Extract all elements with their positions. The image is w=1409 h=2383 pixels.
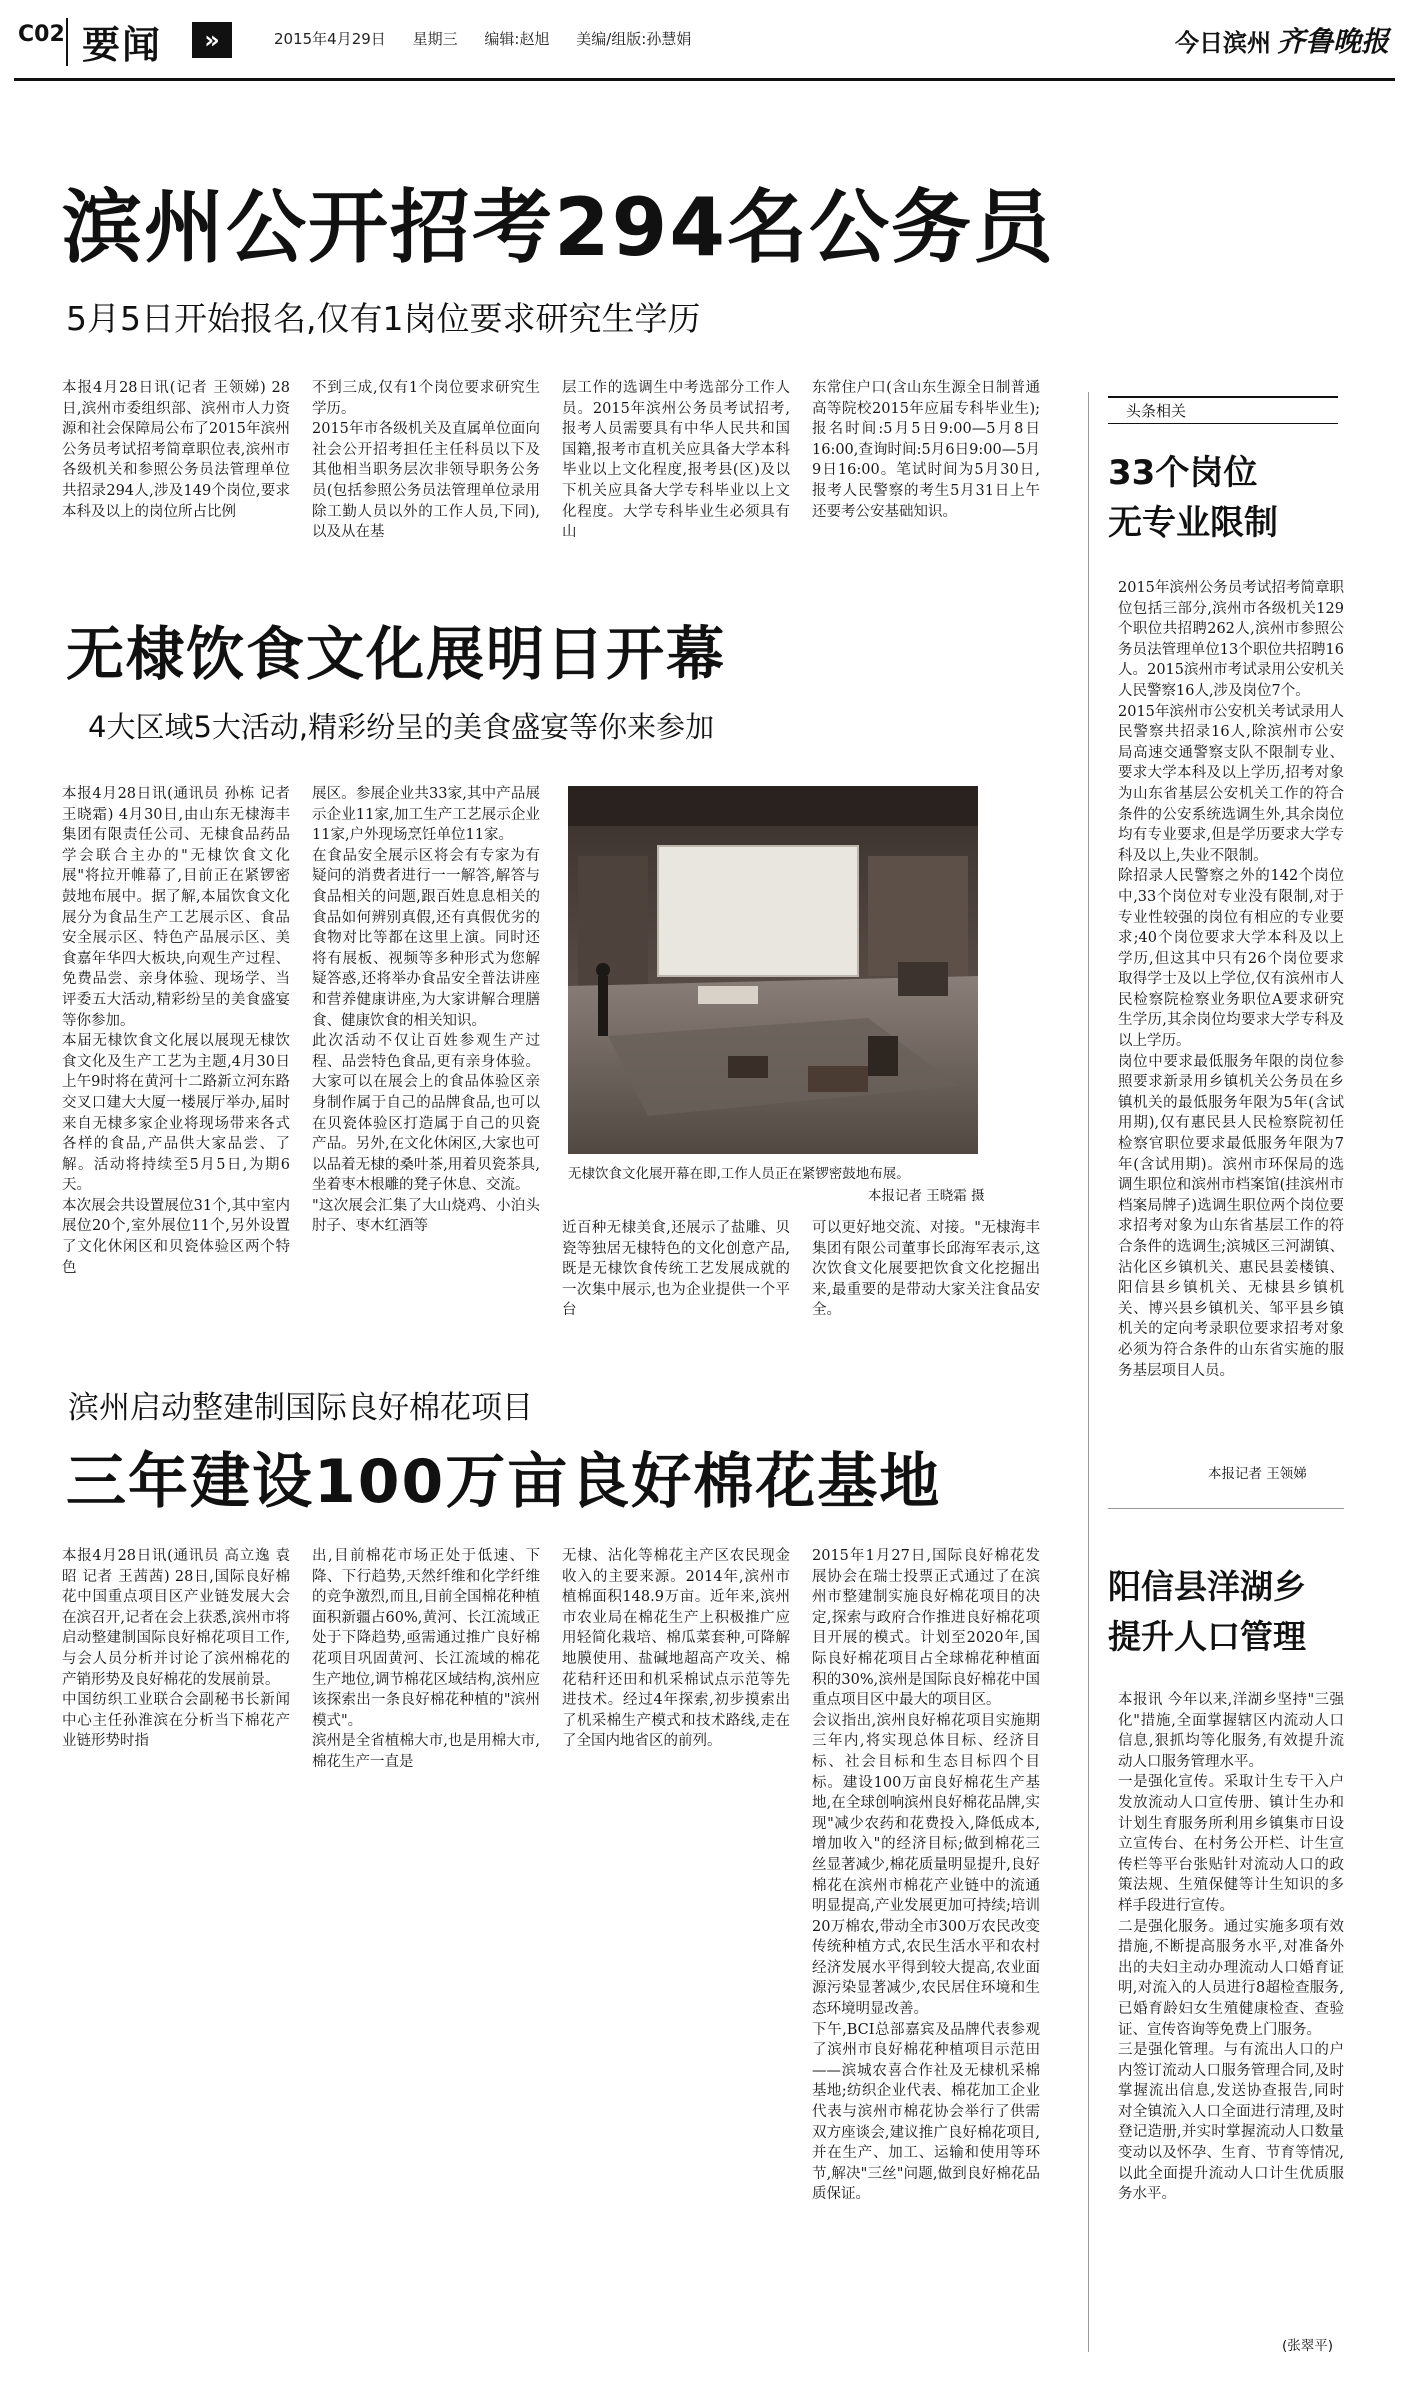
- story2-column-4: 可以更好地交流、对接。"无棣海丰集团有限公司董事长邱海军表示,这次饮食文化展要把饮食文化挖掘出来,最重要的是带动大家关注食品安全。: [812, 1220, 1040, 1319]
- story2-column-3: 近百种无棣美食,还展示了盐雕、贝瓷等独居无棣特色的文化创意产品,既是无棣饮食传统工艺发展成就的一次集中展示,也为企业提供一个平台: [562, 1220, 790, 1319]
- story1-column-1: 本报4月28日讯(记者 王领娣) 28日,滨州市委组织部、滨州市人力资源和社会保障局公布了2015年滨州公务员考试招考简章职位表,滨州市各级机关和参照公务员法管理单位共招录294人,涉及149个岗位,要求本科及以上的岗位所占比例: [62, 380, 290, 520]
- story3-column-2: 出,目前棉花市场正处于低速、下降、下行趋势,天然纤维和化学纤维的竞争激烈,而且,目前全国棉花种植面积新疆占60%,黄河、长江流域正处于下降趋势,亟需通过推广良好棉花项目巩固黄河、长江流域的棉花生产地位,调节棉花区域结构,滨州应该探索出一条良好棉花种植的"滨州模式"。 滨州是全省植棉大市,也是用棉大市,棉花生产一直是: [312, 1548, 540, 1770]
- page-number: C02: [18, 22, 65, 47]
- issue-weekday: 星期三: [412, 30, 458, 48]
- issue-date: 2015年4月29日: [274, 30, 386, 48]
- photo-caption: 无棣饮食文化展开幕在即,工作人员正在紧锣密鼓地布展。: [568, 1166, 910, 1182]
- story1-subhead: 5月5日开始报名,仅有1岗位要求研究生学历: [66, 299, 701, 338]
- header-meta: [274, 28, 713, 49]
- exhibition-hall-image: [568, 786, 978, 1154]
- editor-credit: 编辑:赵旭: [484, 30, 550, 48]
- sidebar-separator: [1088, 392, 1089, 2352]
- sidebar-divider: [1108, 1508, 1344, 1509]
- designer-credit: 美编/组版:孙慧娟: [576, 30, 692, 48]
- story2-column-1: 本报4月28日讯(通讯员 孙栋 记者 王晓霜) 4月30日,由山东无棣海丰集团有限责任公司、无棣食品药品学会联合主办的"无棣饮食文化展"将拉开帷幕了,目前正在紧锣密鼓地布展中。据了解,本届饮食文化展分为食品生产工艺展示区、食品安全展示区、特色产品展示区、美食嘉年华四大板块,向观生产过程、免费品尝、亲身体验、现场学、当评委五大活动,精彩纷呈的美食盛宴等你参加。 本届无棣饮食文化展以展现无棣饮食文化及生产工艺为主题,4月30日上午9时将在黄河十二路新立河东路交叉口建大大厦一楼展厅举办,届时来自无棣多家企业将现场带来各式各样的食品,产品供大家品尝、了解。活动将持续至5月5日,为期6天。 本次展会共设置展位31个,其中室内展位20个,室外展位11个,另外设置了文化休闲区和贝瓷体验区两个特色: [62, 786, 290, 1276]
- photo-credit: 本报记者 王晓霜 摄: [868, 1188, 985, 1204]
- sidebar-body: 2015年滨州公务员考试招考简章职位包括三部分,滨州市各级机关129个职位共招聘262人,滨州市参照公务员法管理单位13个职位共招聘16人。2015滨州市考试录用公安机关人民警察16人,涉及岗位7个。 2015年滨州市公安机关考试录用人民警察共招录16人,除滨州市公安局高速交通警察支队不限制专业、要求大学本科及以上学历,招考对象为山东省基层公安机关工作的符合条件的公安系统选调生外,其余岗位均有专业要求,但是学历要求大学专科及以上,失业不限制。 除招录人民警察之外的142个岗位中,33个岗位对专业没有限制,对于专业性较强的岗位有相应的专业要求;40个岗位要求大学本科及以上学历,但这其中只有26个岗位要求取得学士及以上学位,仅有滨州市人民检察院检察业务职位A要求研究生学历,其余岗位均要求大学专科及以上学历。 岗位中要求最低服务年限的岗位参照要求新录用乡镇机关公务员在乡镇机关的最低服务年限为5年(含试用期),仅有惠民县人民检察院初任检察官职位要求最低服务年限为7年(含试用期)。滨州市环保局的选调生职位和滨州市档案馆(挂滨州市档案局牌子)选调生职位两个岗位要求招考对象为山东省基层工作的符合条件的选调生;滨城区三河湖镇、沾化区乡镇机关、惠民县姜楼镇、阳信县乡镇机关、无棣县乡镇机关、博兴县乡镇机关、邹平县乡镇机关的定向考录职位要求招考对象必须为符合条件的山东省实施的服务基层项目人员。: [1118, 580, 1344, 1379]
- section-title: 要闻: [82, 22, 163, 67]
- brand-prefix: 今日滨州: [1174, 29, 1271, 57]
- story2-column-2: 展区。参展企业共33家,其中产品展示企业11家,加工生产工艺展示企业11家,户外现场烹饪单位11家。 在食品安全展示区将会有专家为有疑问的消费者进行一一解答,解答与食品相关的问题,跟百姓息息相关的食品如何辨别真假,还有真假优劣的食物对比等都在这里上演。同时还将有展板、视频等多种形式为您解疑答惑,还将举办食品安全普法讲座和营养健康讲座,为大家讲解合理膳食、健康饮食的相关知识。 此次活动不仅让百姓参观生产过程、品尝特色食品,更有亲身体验。大家可以在展会上的食品体验区亲身制作属于自己的品牌食品,也可以在贝瓷体验区打造属于自己的贝瓷产品。另外,在文化休闲区,大家也可以品着无棣的桑叶茶,用着贝瓷茶具,坐着枣木根雕的凳子休息、交流。 "这次展会汇集了大山烧鸡、小泊头肘子、枣木红酒等: [312, 786, 540, 1235]
- exhibition-photo: [568, 786, 978, 1154]
- story4-headline-line1: 阳信县洋湖乡: [1108, 1567, 1306, 1606]
- story4-body: 本报讯 今年以来,洋湖乡坚持"三强化"措施,全面掌握辖区内流动人口信息,狠抓均等化服务,有效提升流动人口服务管理水平。 一是强化宣传。采取计生专干入户发放流动人口宣传册、镇计生办和计划生育服务所利用乡镇集市日设立宣传台、在村务公开栏、计生宣传栏等平台张贴针对流动人口的政策法规、生殖保健等计生知识的多样手段进行宣传。 二是强化服务。通过实施多项有效措施,不断提高服务水平,对准备外出的夫妇主动办理流动人口婚育证明,对流入的人员进行8超检查服务,已婚育龄妇女生殖健康检查、查验证、宣传咨询等免费上门服务。 三是强化管理。与有流出人口的户内签订流动人口服务管理合同,及时掌握流出信息,发送协查报告,同时对全镇流入人口全面进行清理,及时登记造册,并实时掌握流动人口数量变动以及怀孕、生育、节育等情况,以此全面提升流动人口计生优质服务水平。: [1118, 1692, 1344, 2203]
- section-arrow-icon: »: [192, 22, 232, 58]
- story4-credit: (张翠平): [1282, 2338, 1334, 2354]
- sidebar-credit: 本报记者 王领娣: [1208, 1466, 1307, 1482]
- story3-column-1: 本报4月28日讯(通讯员 高立逸 袁昭 记者 王茜茜) 28日,国际良好棉花中国重点项目区产业链发展大会在滨召开,记者在会上获悉,滨州市将启动整建制国际良好棉花项目工作,与会人员分析并讨论了滨州棉花的产销形势及良好棉花的发展前景。 中国纺织工业联合会副秘书长新闻中心主任孙淮滨在分析当下棉花产业链形势时指: [62, 1548, 290, 1750]
- story3-kicker: 滨州启动整建制国际良好棉花项目: [68, 1390, 533, 1426]
- brand-name: 齐鲁晚报: [1276, 25, 1389, 58]
- header-divider: [66, 18, 68, 66]
- story3-column-3: 无棣、沾化等棉花主产区农民现金收入的主要来源。2014年,滨州市植棉面积148.9万亩。近年来,滨州市农业局在棉花生产上积极推广应用轻简化栽培、棉瓜菜套种,可降解地膜使用、盐碱地超高产攻关、棉花秸秆还田和机采棉试点示范等先进技术。经过4年探索,初步摸索出了机采棉生产模式和技术路线,走在了全国内地省区的前列。: [562, 1548, 790, 1750]
- story1-column-2: 不到三成,仅有1个岗位要求研究生学历。 2015年市各级机关及直属单位面向社会公开招考担任主任科员以下及其他相当职务层次非领导职务公务员(包括参照公务员法管理单位录用除工勤人员以外的工作人员,下同),以及从在基: [312, 380, 540, 541]
- story3-headline: 三年建设100万亩良好棉花基地: [66, 1447, 942, 1517]
- story1-headline: 滨州公开招考294名公务员: [62, 181, 1055, 274]
- sidebar-tag: 头条相关: [1108, 396, 1338, 424]
- story4-headline-line2: 提升人口管理: [1108, 1617, 1306, 1656]
- story1-column-3: 层工作的选调生中考选部分工作人员。2015年滨州公务员考试招考,报考人员需要具有中华人民共和国国籍,报考市直机关应具备大学本科毕业以上文化程度,报考县(区)及以下机关应具备大学专科毕业以上文化程度。大学专科毕业生必须具有山: [562, 380, 790, 541]
- sidebar-headline-line2: 无专业限制: [1108, 503, 1278, 543]
- story2-headline: 无棣饮食文化展明日开幕: [66, 620, 727, 688]
- story3-column-4: 2015年1月27日,国际良好棉花发展协会在瑞士投票正式通过了在滨州市整建制实施良好棉花项目的决定,探索与政府合作推进良好棉花项目开展的模式。计划至2020年,国际良好棉花项目占全球棉花种植面积的30%,滨州是国际良好棉花中国重点项目区中最大的项目区。 会议指出,滨州良好棉花项目实施期三年内,将实现总体目标、经济目标、社会目标和生态目标四个目标。建设100万亩良好棉花生产基地,在全球创响滨州良好棉花品牌,实现"减少农药和花费投入,降低成本,增加收入"的经济目标;做到棉花三丝显著减少,棉花质量明显提升,良好棉花在滨州市棉花产业链中的流通明显提高,产业发展更加可持续;培训20万棉农,带动全市300万农民改变传统种植方式,农民生活水平和农村经济发展水平得到较大提高,农业面源污染显著减少,农民居住环境和生态环境明显改善。 下午,BCI总部嘉宾及品牌代表参观了滨州市良好棉花种植项目示范田——滨城农喜合作社及无棣机采棉基地;纺织企业代表、棉花加工企业代表与滨州市棉花协会举行了供需双方座谈会,建议推广良好棉花项目,并在生产、加工、运输和使用等环节,解决"三丝"问题,做到良好棉花品质保证。: [812, 1548, 1040, 2203]
- story1-column-4: 东常住户口(含山东生源全日制普通高等院校2015年应届专科毕业生);报名时间:5月5日9:00—5月8日16:00,查询时间:5月6日9:00—5月9日16:00。笔试时间为5月30日,报考人民警察的考生5月31日上午还要考公安基础知识。: [812, 380, 1040, 520]
- header-rule: [14, 78, 1395, 81]
- story2-subhead: 4大区域5大活动,精彩纷呈的美食盛宴等你来参加: [88, 710, 715, 744]
- masthead-brand: [1175, 20, 1389, 60]
- sidebar-headline-line1: 33个岗位: [1108, 453, 1258, 493]
